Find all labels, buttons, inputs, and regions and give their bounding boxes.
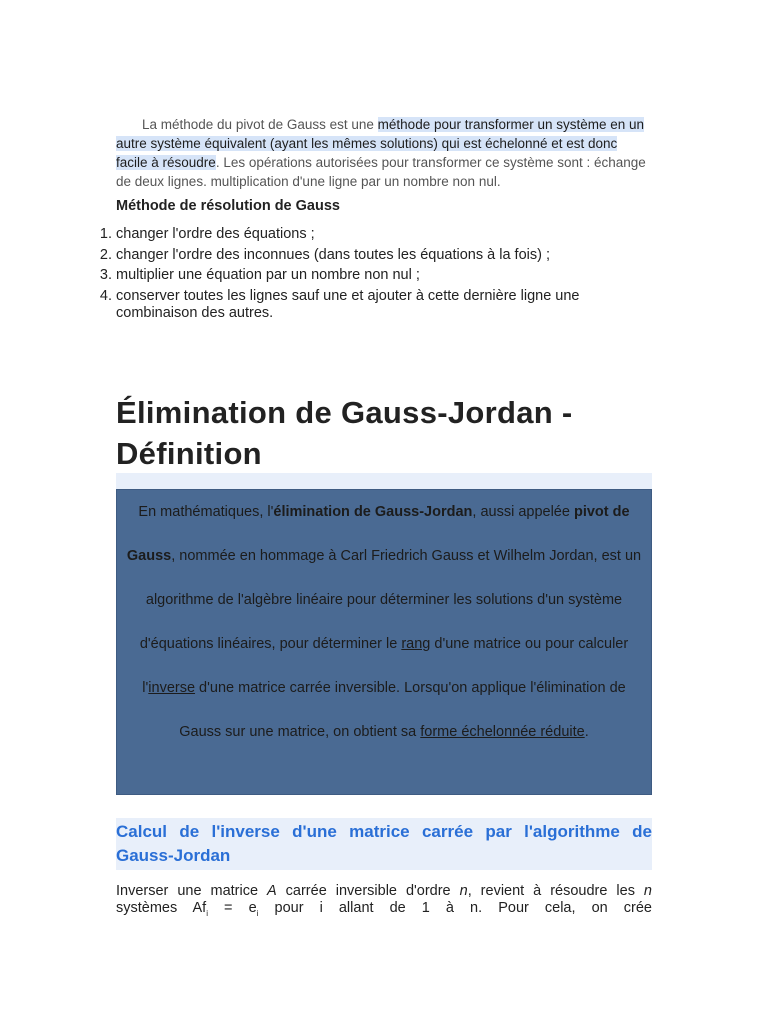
intro-tail: . Les opérations autorisées pour transformer ce système sont : échange de deux lignes. multiplication d'une ligne par un nombre non nul.	[116, 155, 646, 189]
list-item-text: changer l'ordre des inconnues (dans toutes les équations à la fois) ;	[116, 246, 551, 263]
math-subscript: i	[206, 908, 208, 918]
math-var: n	[643, 883, 652, 899]
definition-fragment: En mathématiques, l'	[138, 504, 274, 520]
link-rang[interactable]: rang	[401, 636, 431, 652]
list-item	[99, 226, 652, 244]
list-item-text: multiplier une équation par un nombre non nul ;	[116, 267, 420, 283]
method-title: Méthode de résolution de Gauss	[116, 198, 340, 214]
definition-text	[117, 490, 651, 754]
section-heading-inverse: Calcul de l'inverse d'une matrice carrée par l'algorithme de Gauss-Jordan	[116, 818, 652, 870]
list-item-text: conserver toutes les lignes sauf une et ajouter à cette dernière ligne une combinaison des autres.	[116, 287, 580, 321]
list-number: 3.	[99, 267, 112, 283]
paragraph-fragment: systèmes Af	[116, 900, 207, 916]
term-pivot-de-gauss: pivot de Gauss	[126, 504, 630, 564]
definition-fragment: , aussi appelée	[472, 504, 574, 520]
math-subscript: i	[256, 908, 259, 918]
list-item-text: changer l'ordre des équations ;	[116, 226, 315, 242]
definition-fragment: .	[584, 724, 589, 740]
link-inverse[interactable]: inverse	[148, 680, 196, 696]
heading-strip	[116, 473, 652, 489]
list-item	[99, 246, 652, 265]
list-number: 4.	[99, 287, 112, 304]
list-item	[99, 287, 652, 323]
list-item	[99, 267, 652, 285]
highlighted-text: méthode pour transformer un système en un autre système équivalent (ayant les mêmes solutions) qui est échelonné et est donc facile à résoudre	[116, 117, 645, 170]
paragraph-fragment: , revient à résoudre les	[467, 883, 644, 899]
term-gauss-jordan: élimination de Gauss-Jordan	[273, 504, 473, 520]
link-forme-echelonnee[interactable]: forme échelonnée réduite	[420, 724, 585, 740]
intro-text: La méthode du pivot de Gauss est une	[142, 117, 378, 132]
inverse-paragraph	[116, 883, 652, 922]
math-var: A	[267, 883, 277, 899]
list-number: 2.	[99, 246, 112, 263]
math-var: n	[459, 883, 468, 899]
method-steps-list	[99, 226, 652, 326]
definition-box	[116, 489, 652, 795]
paragraph-fragment: carrée inversible d'ordre	[276, 883, 460, 899]
definition-fragment: , nommée en hommage à Carl Friedrich Gauss et Wilhelm Jordan, est un algorithme de l'algèbre linéaire pour déterminer les solutions d'un système d'équations linéaires, pour déterminer le	[139, 548, 642, 652]
intro-paragraph	[116, 115, 652, 191]
paragraph-fragment: Inverser une matrice	[116, 883, 268, 899]
definition-fragment: d'une matrice ou pour calculer l'	[142, 636, 629, 696]
list-number: 1.	[99, 226, 112, 242]
paragraph-fragment: pour i allant de 1 à n. Pour cela, on crée	[258, 900, 652, 916]
section-heading-definition: Élimination de Gauss-Jordan - Définition	[116, 395, 573, 471]
definition-fragment: d'une matrice carrée inversible. Lorsqu'on applique l'élimination de Gauss sur une matrice, on obtient sa	[179, 680, 626, 740]
paragraph-fragment: = e	[207, 900, 257, 916]
